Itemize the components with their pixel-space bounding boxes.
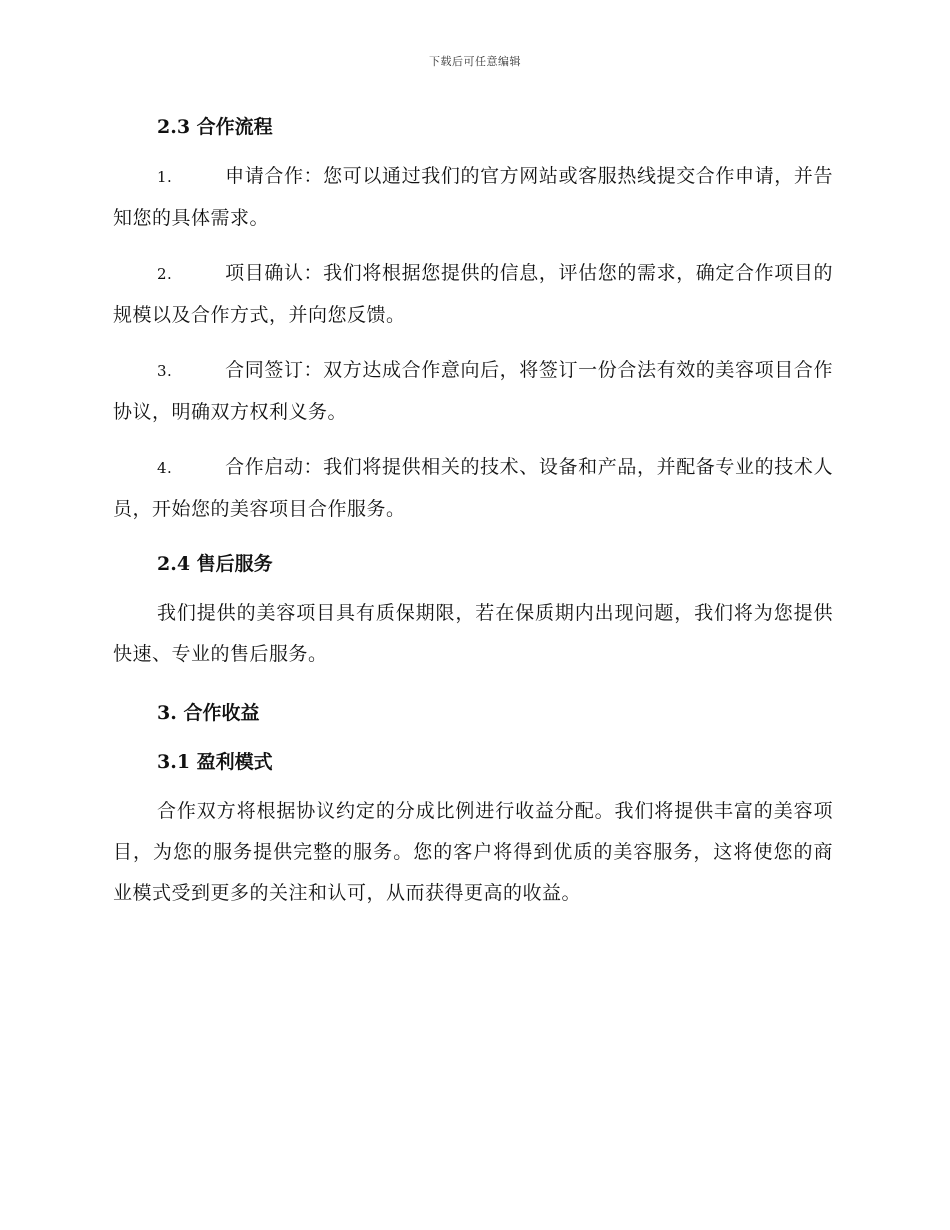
section-heading-2-4: 2.4 售后服务 [157,553,273,575]
document-body [113,112,833,914]
list-item [113,253,833,336]
list-item [113,447,833,530]
paragraph-after-sales: 我们提供的美容项目具有质保期限，若在保质期内出现问题，我们将为您提供快速、专业的售后服务。 [113,602,833,665]
paragraph-profit-model: 合作双方将根据协议约定的分成比例进行收益分配。我们将提供丰富的美容项目，为您的服务提供完整的服务。您的客户将得到优质的美容服务，这将使您的商业模式受到更多的关注和认可，从而获得更高的收益。 [113,800,833,904]
list-item [113,350,833,433]
page-header: 下载后可任意编辑 [429,55,521,68]
list-item-text: 项目确认：我们将根据您提供的信息，评估您的需求，确定合作项目的规模以及合作方式，并向您反馈。 [113,262,833,326]
list-item [113,156,833,239]
section-heading-2-3: 2.3 合作流程 [157,116,273,138]
list-item-text: 合作启动：我们将提供相关的技术、设备和产品，并配备专业的技术人员，开始您的美容项目合作服务。 [113,456,833,520]
list-item-number: 2. [157,265,173,283]
list-item-number: 4. [157,459,173,477]
list-item-text: 合同签订：双方达成合作意向后，将签订一份合法有效的美容项目合作协议，明确双方权利义务。 [113,359,833,423]
section-heading-3: 3. 合作收益 [157,702,260,724]
section-heading-3-1: 3.1 盈利模式 [157,751,273,773]
list-item-number: 1. [157,168,173,186]
list-item-text: 申请合作：您可以通过我们的官方网站或客服热线提交合作申请，并告知您的具体需求。 [113,165,833,229]
list-item-number: 3. [157,362,173,380]
